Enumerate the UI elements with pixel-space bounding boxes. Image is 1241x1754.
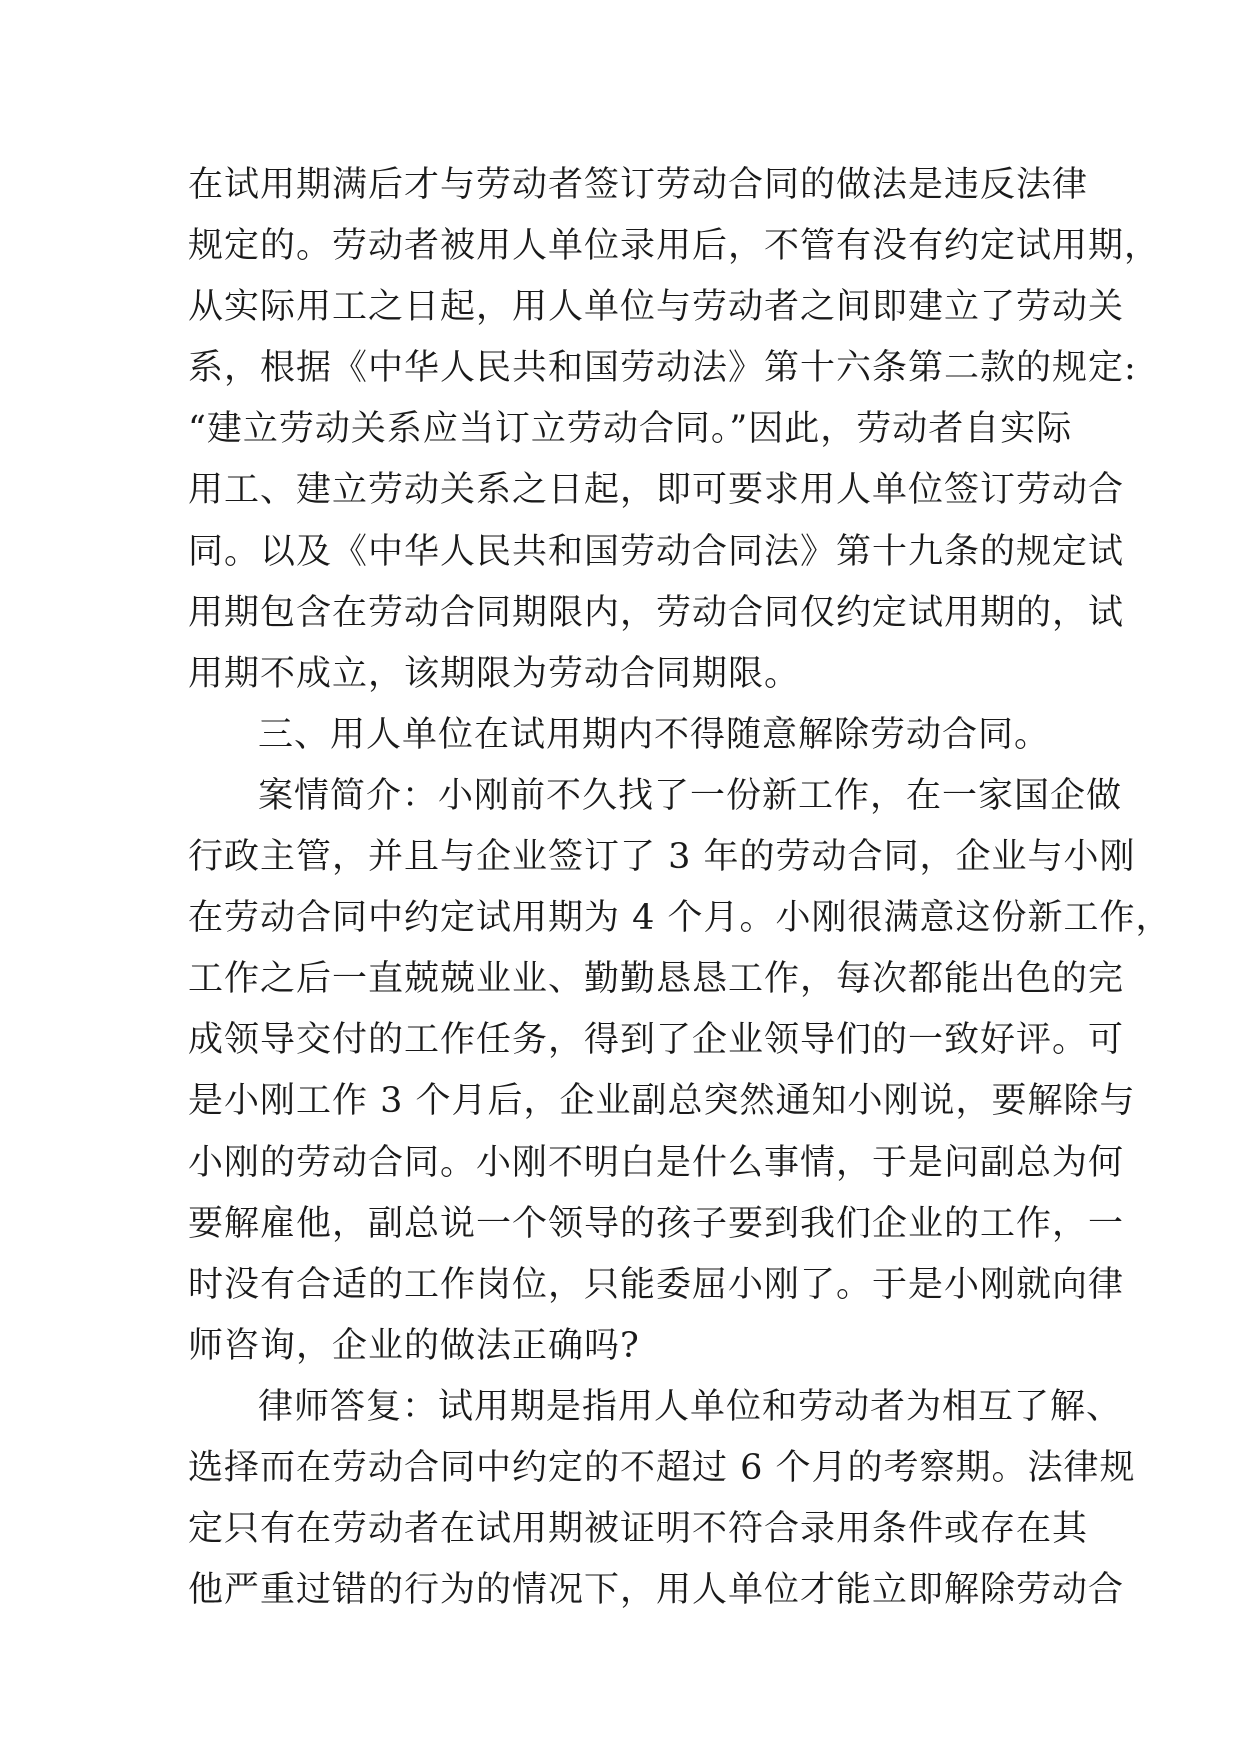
text-line: 他严重过错的行为的情况下，用人单位才能立即解除劳动合 [188, 1570, 1125, 1611]
text-line: 时没有合适的工作岗位，只能委屈小刚了。于是小刚就向律 [188, 1264, 1125, 1305]
text-line: 师咨询，企业的做法正确吗? [188, 1325, 640, 1366]
text-line: 系，根据《中华人民共和国劳动法》第十六条第二款的规定: [188, 348, 1137, 389]
section-heading: 三、用人单位在试用期内不得随意解除劳动合同。 [258, 714, 1051, 755]
text-line: 用工、建立劳动关系之日起，即可要求用人单位签订劳动合 [188, 470, 1125, 511]
text-line: 工作之后一直兢兢业业、勤勤恳恳工作，每次都能出色的完 [188, 959, 1125, 1000]
text-line: 用期不成立，该期限为劳动合同期限。 [188, 653, 801, 694]
text-line: 律师答复：试用期是指用人单位和劳动者为相互了解、 [258, 1386, 1123, 1427]
text-line: 案情简介：小刚前不久找了一份新工作，在一家国企做 [258, 775, 1123, 816]
text-line: 在劳动合同中约定试用期为 4 个月。小刚很满意这份新工作， [188, 898, 1172, 939]
text-line: 定只有在劳动者在试用期被证明不符合录用条件或存在其 [188, 1509, 1089, 1550]
text-line: 从实际用工之日起，用人单位与劳动者之间即建立了劳动关 [188, 287, 1125, 328]
text-line: 成领导交付的工作任务，得到了企业领导们的一致好评。可 [188, 1020, 1125, 1061]
text-line: 选择而在劳动合同中约定的不超过 6 个月的考察期。法律规 [188, 1447, 1136, 1488]
text-line: 同。以及《中华人民共和国劳动合同法》第十九条的规定试 [188, 531, 1125, 572]
text-line: “建立劳动关系应当订立劳动合同。”因此，劳动者自实际 [188, 409, 1073, 450]
text-line: 用期包含在劳动合同期限内，劳动合同仅约定试用期的，试 [188, 592, 1125, 633]
text-line: 规定的。劳动者被用人单位录用后，不管有没有约定试用期， [188, 226, 1161, 267]
text-line: 是小刚工作 3 个月后，企业副总突然通知小刚说，要解除与 [188, 1081, 1136, 1122]
document-body [188, 155, 1172, 1621]
text-line: 要解雇他，副总说一个领导的孩子要到我们企业的工作，一 [188, 1203, 1125, 1244]
text-line: 小刚的劳动合同。小刚不明白是什么事情，于是问副总为何 [188, 1142, 1125, 1183]
text-line: 在试用期满后才与劳动者签订劳动合同的做法是违反法律 [188, 165, 1089, 205]
text-line: 行政主管，并且与企业签订了 3 年的劳动合同，企业与小刚 [188, 837, 1136, 878]
